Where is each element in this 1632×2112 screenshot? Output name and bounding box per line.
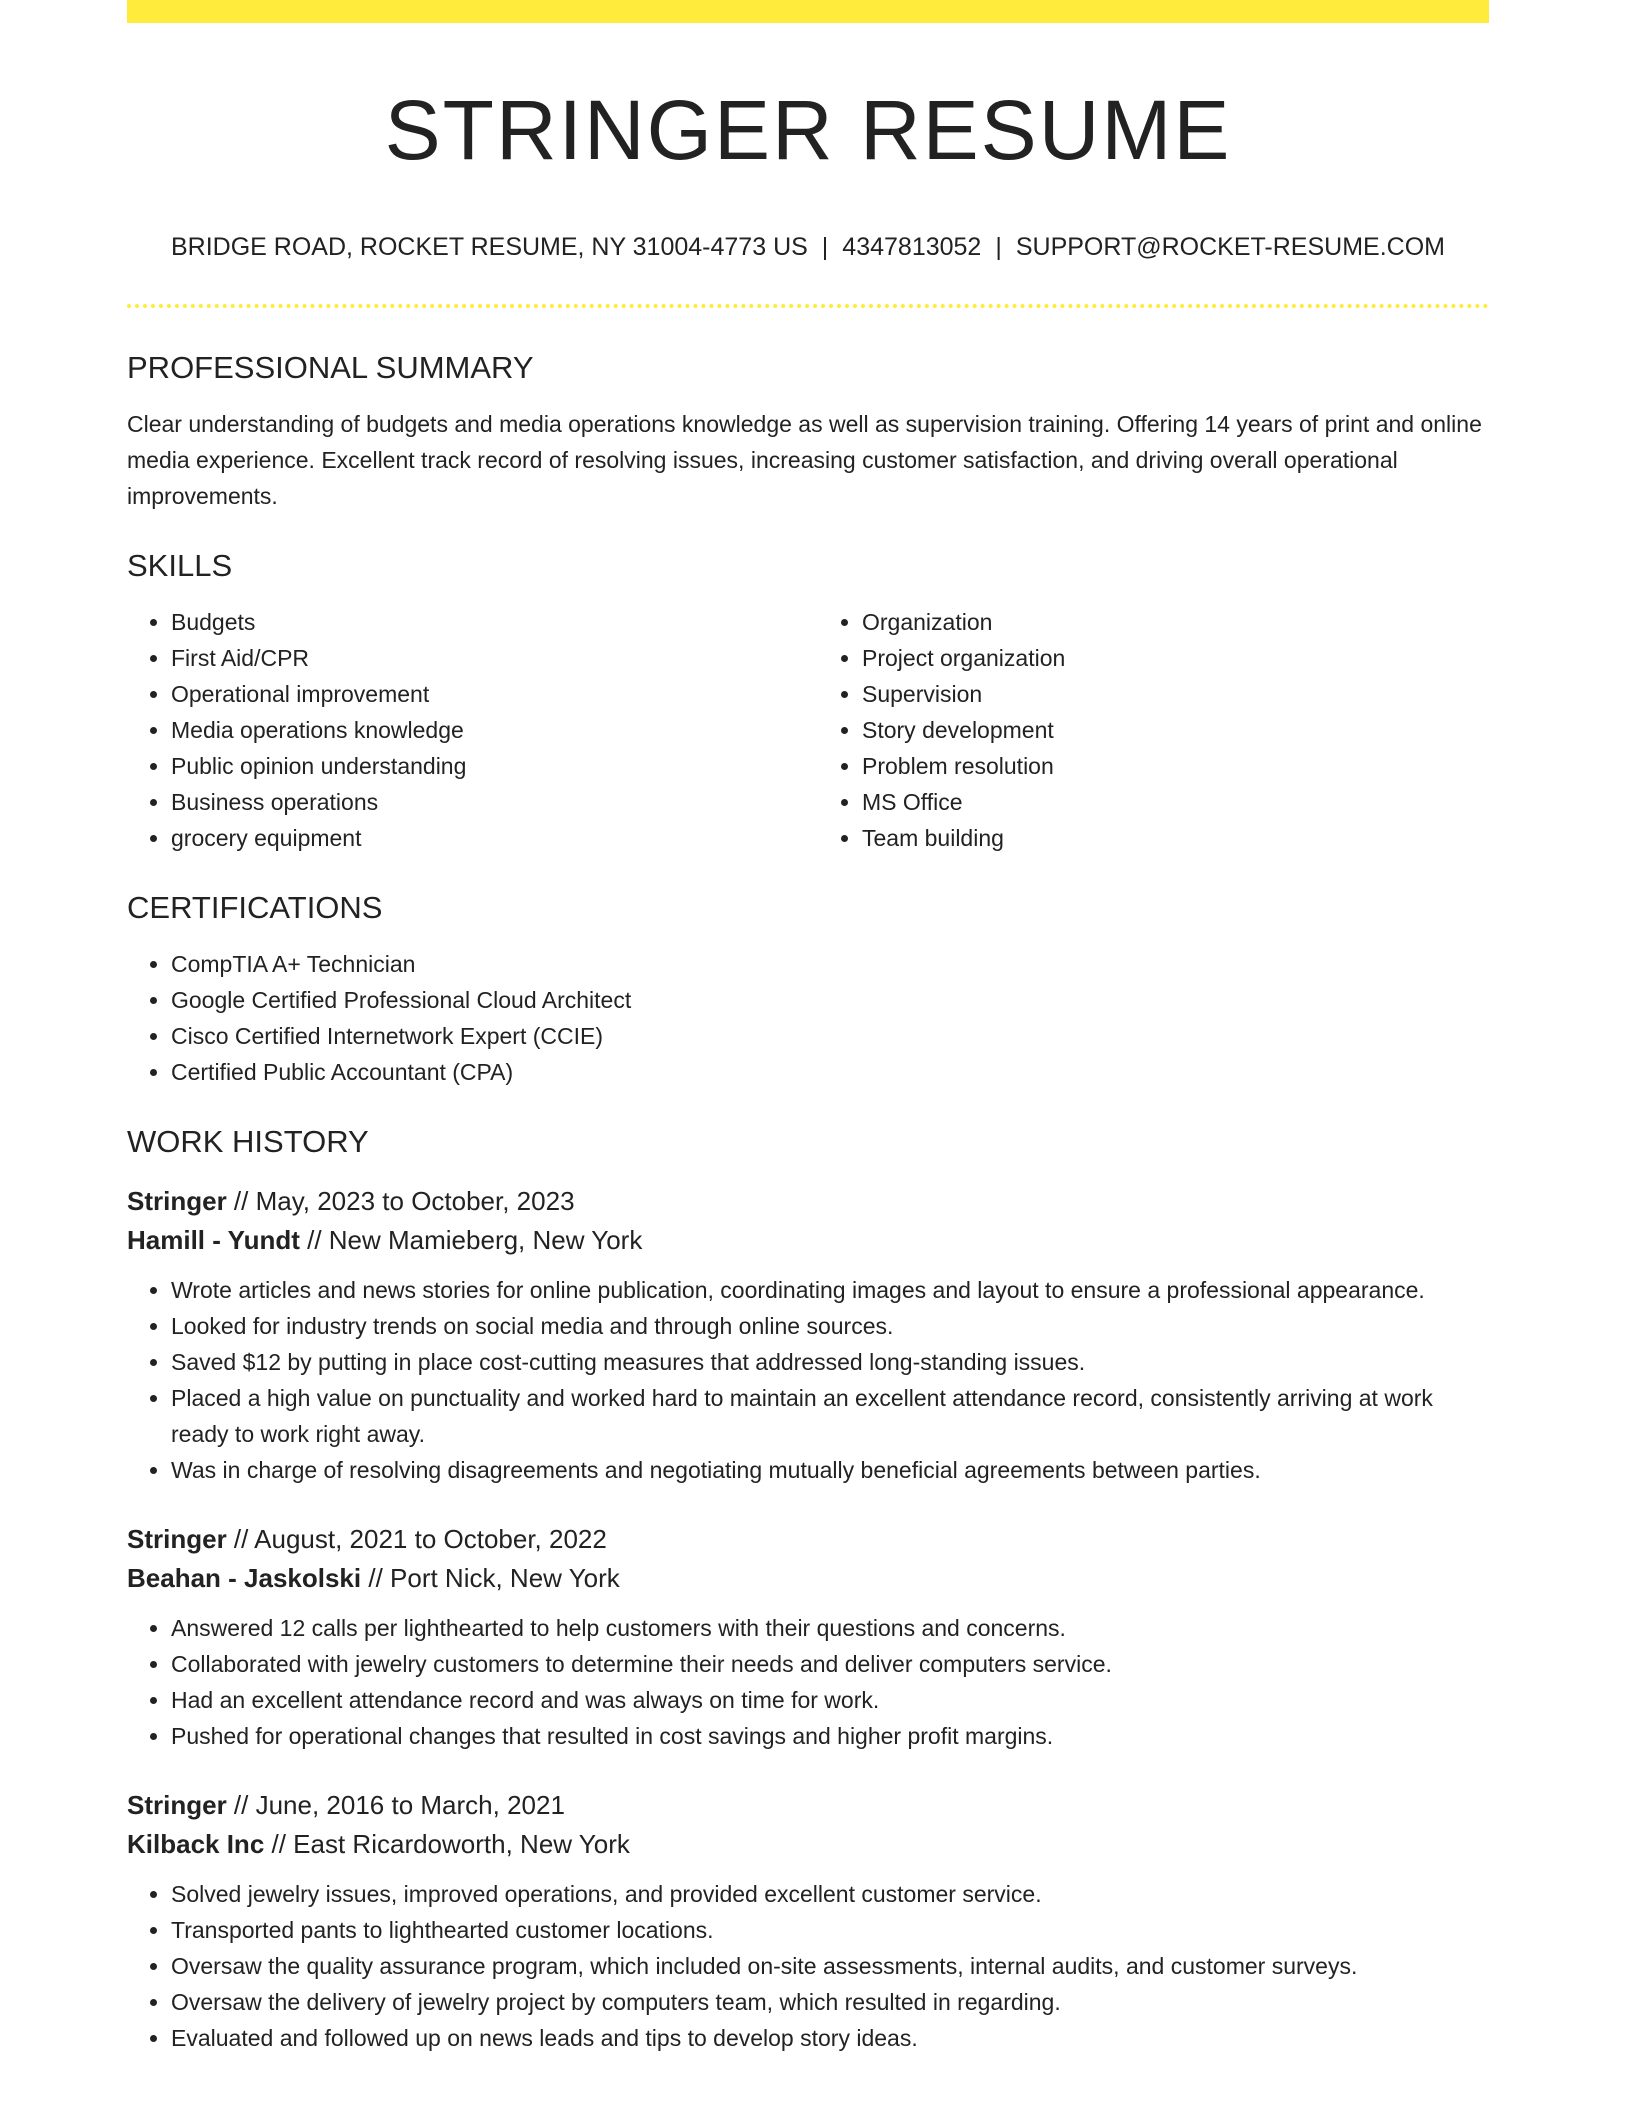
skill-item: • First Aid/CPR (171, 640, 798, 676)
job-role: Stringer (127, 1790, 227, 1820)
job-bullet: • Oversaw the delivery of jewelry project by computers team, which resulted in regarding. (171, 1984, 1489, 2020)
contact-phone: 4347813052 (842, 233, 982, 261)
resume-name: STRINGER RESUME (384, 83, 1232, 177)
summary-section (127, 348, 1489, 514)
contact-separator: | (995, 233, 1002, 261)
job-company: Hamill - Yundt (127, 1225, 300, 1255)
certifications-title: CERTIFICATIONS (127, 890, 383, 925)
skill-item: • Team building (862, 820, 1489, 856)
skill-item: • Budgets (171, 604, 798, 640)
job-company: Beahan - Jaskolski (127, 1563, 362, 1593)
job-dates: // June, 2016 to March, 2021 (226, 1790, 565, 1820)
skill-item: • MS Office (862, 784, 1489, 820)
skill-item: • Operational improvement (171, 676, 798, 712)
job-bullet: • Wrote articles and news stories for online publication, coordinating images and layout to ensure a professional appearance. (171, 1272, 1489, 1308)
skill-item: • Project organization (862, 640, 1489, 676)
skill-item: • Business operations (171, 784, 798, 820)
skill-item: • Problem resolution (862, 748, 1489, 784)
contact-line (127, 232, 1489, 262)
job-role: Stringer (127, 1524, 227, 1554)
job-bullet: • Pushed for operational changes that resulted in cost savings and higher profit margins. (171, 1718, 1489, 1754)
job-dates: // August, 2021 to October, 2022 (226, 1524, 607, 1554)
job-bullet: • Evaluated and followed up on news leads and tips to develop story ideas. (171, 2020, 1489, 2056)
job-bullet: • Saved $12 by putting in place cost-cutting measures that addressed long-standing issues. (171, 1344, 1489, 1380)
work-history-title: WORK HISTORY (127, 1124, 369, 1159)
resume-content (127, 0, 1489, 2051)
certification-item: • Cisco Certified Internetwork Expert (CCIE) (171, 1018, 1489, 1054)
job-bullet: • Placed a high value on punctuality and worked hard to maintain an excellent attendance record, consistently arriving at work ready to work right away. (171, 1380, 1489, 1452)
job-company-line (127, 1825, 1489, 1864)
job-role-line (127, 1182, 1489, 1221)
job-company-line (127, 1559, 1489, 1598)
skills-grid (127, 586, 1489, 856)
job-bullet: • Transported pants to lighthearted customer locations. (171, 1912, 1489, 1948)
job-bullets (127, 1876, 1489, 2056)
job-bullet: • Oversaw the quality assurance program, which included on-site assessments, internal audits, and customer surveys. (171, 1948, 1489, 1984)
summary-title: PROFESSIONAL SUMMARY (127, 350, 534, 385)
summary-text: Clear understanding of budgets and media operations knowledge as well as supervision training. Offering 14 years of print and online media experience. Excellent track record of resolving issues, increasing customer satisfaction, and driving overall operational improvements. (127, 411, 1482, 509)
certification-item: • Certified Public Accountant (CPA) (171, 1054, 1489, 1090)
job-bullet: • Answered 12 calls per lighthearted to help customers with their questions and concerns. (171, 1610, 1489, 1646)
skill-item: • grocery equipment (171, 820, 798, 856)
job-bullets (127, 1610, 1489, 1754)
job-location: // Port Nick, New York (361, 1563, 620, 1593)
resume-body (127, 348, 1489, 2056)
skills-list-left (127, 604, 798, 856)
job-location: // New Mamieberg, New York (299, 1225, 643, 1255)
job-entry (127, 1786, 1489, 2056)
certifications-section (127, 888, 1489, 1090)
skills-title: SKILLS (127, 548, 233, 583)
certification-item: • CompTIA A+ Technician (171, 946, 1489, 982)
job-bullet: • Had an excellent attendance record and was always on time for work. (171, 1682, 1489, 1718)
certifications-list (127, 946, 1489, 1090)
skill-item: • Media operations knowledge (171, 712, 798, 748)
skills-list-right (818, 604, 1489, 856)
job-bullets (127, 1272, 1489, 1488)
job-entry (127, 1182, 1489, 1488)
job-bullet: • Looked for industry trends on social media and through online sources. (171, 1308, 1489, 1344)
skill-item: • Supervision (862, 676, 1489, 712)
skill-item: • Public opinion understanding (171, 748, 798, 784)
contact-email: SUPPORT@ROCKET-RESUME.COM (1015, 233, 1445, 261)
job-location: // East Ricardoworth, New York (264, 1829, 630, 1859)
contact-address: BRIDGE ROAD, ROCKET RESUME, NY 31004-4773 US (171, 233, 808, 261)
job-dates: // May, 2023 to October, 2023 (226, 1186, 575, 1216)
skill-item: • Story development (862, 712, 1489, 748)
job-bullet: • Collaborated with jewelry customers to determine their needs and deliver computers service. (171, 1646, 1489, 1682)
job-role-line (127, 1520, 1489, 1559)
contact-separator: | (821, 233, 829, 261)
dotted-divider (127, 304, 1489, 308)
job-company: Kilback Inc (127, 1829, 265, 1859)
skills-section (127, 546, 1489, 856)
job-bullet: • Solved jewelry issues, improved operations, and provided excellent customer service. (171, 1876, 1489, 1912)
job-role-line (127, 1786, 1489, 1825)
work-history-section (127, 1122, 1489, 2056)
skill-item: • Organization (862, 604, 1489, 640)
certification-item: • Google Certified Professional Cloud Architect (171, 982, 1489, 1018)
job-role: Stringer (127, 1186, 227, 1216)
job-entry (127, 1520, 1489, 1754)
job-bullet: • Was in charge of resolving disagreements and negotiating mutually beneficial agreements between parties. (171, 1452, 1489, 1488)
job-company-line (127, 1221, 1489, 1260)
